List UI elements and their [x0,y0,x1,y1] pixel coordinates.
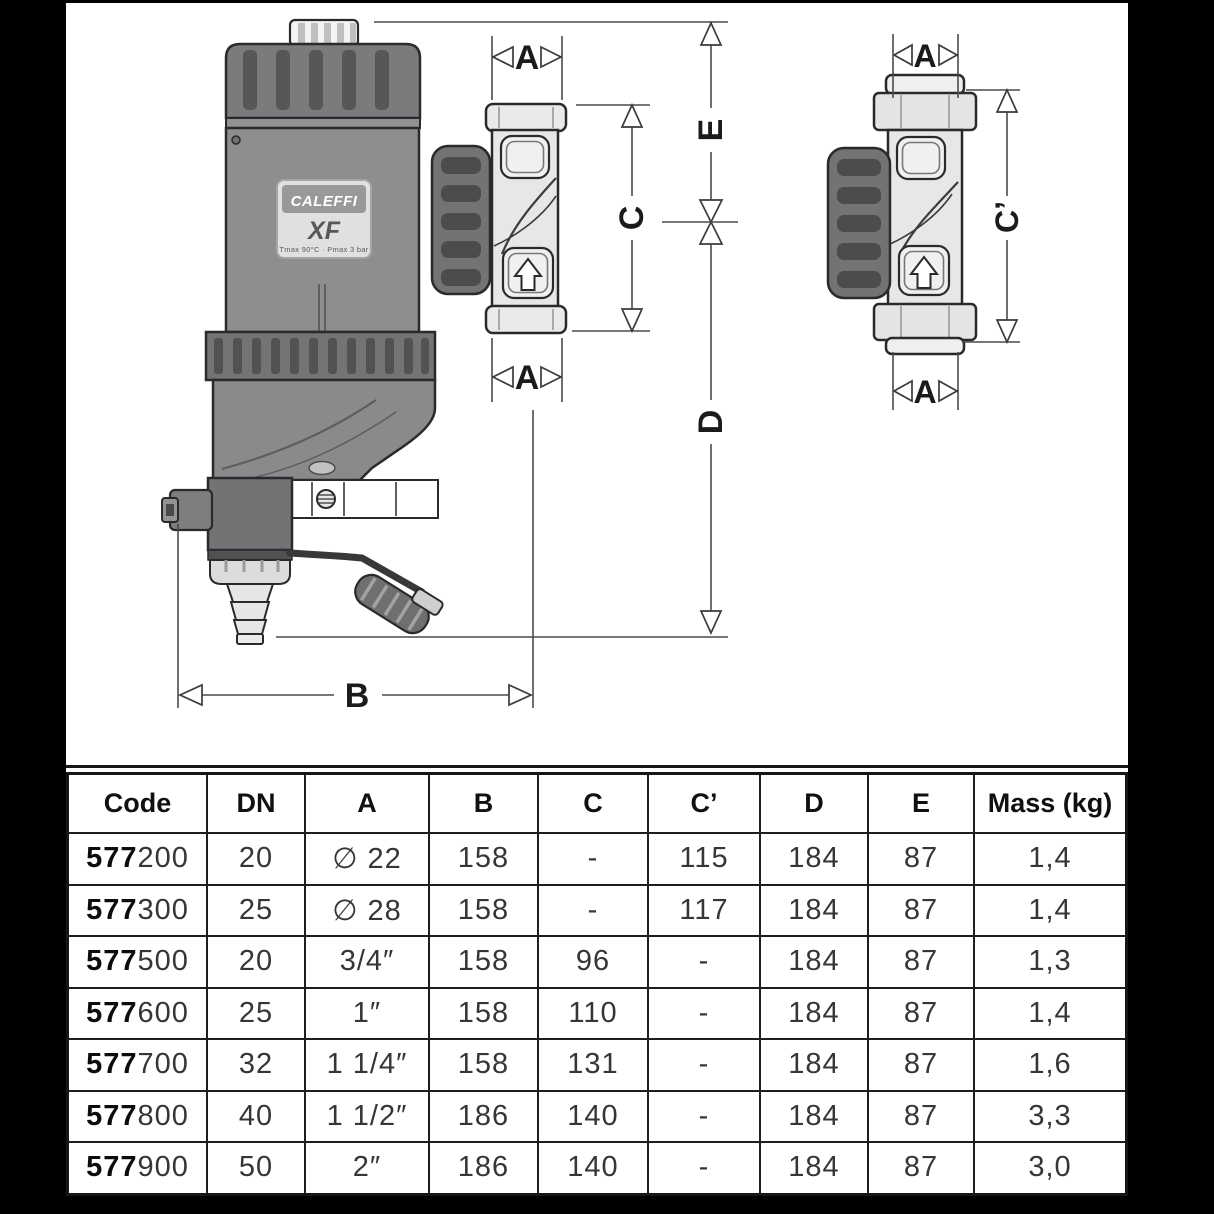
dim-label-a-bottom: A [514,359,540,397]
table-cell: 87 [869,937,975,989]
table-cell: 87 [869,1143,975,1193]
arrow-right-icon [939,45,957,65]
table-cell: 115 [649,834,761,886]
table-cell-code [69,834,208,886]
table-cell: 158 [430,834,539,886]
code-suffix: 200 [137,842,189,875]
table-cell: 184 [761,834,869,886]
table-cell: 3/4″ [306,937,430,989]
table-cell: 25 [208,886,306,938]
arrow-left-icon [894,45,912,65]
arrow-up-icon [701,23,721,45]
table-cell: - [649,1143,761,1193]
dim-a-top [492,36,562,100]
compression-fitting-drawing [828,75,976,354]
union-nut [432,146,490,294]
specification-table [66,772,1128,1196]
dim-label-a-bottom-right: A [913,374,937,410]
code-prefix: 577 [86,996,138,1029]
code-prefix: 577 [86,1048,138,1081]
table-cell: 1 1/4″ [306,1040,430,1092]
table-cell-code [69,886,208,938]
table-cell: 2″ [306,1143,430,1193]
table-cell: 184 [761,989,869,1041]
table-cell: ∅ 22 [306,834,430,886]
arrow-down-icon [622,309,642,331]
table-cell: - [649,1040,761,1092]
table-cell: 1,3 [975,937,1125,989]
table-cell: 140 [539,1143,649,1193]
table-cell: 3,3 [975,1092,1125,1144]
column-header-dn: DN [208,775,306,834]
arrow-up-icon [997,90,1017,112]
lower-body [213,380,435,480]
arrow-left-icon [493,47,513,67]
table-cell-code [69,1143,208,1193]
arrow-right-icon [541,367,561,387]
arrow-left-icon [894,381,912,401]
dim-c [572,105,651,331]
centerline-bowtie-icon [700,200,722,222]
table-cell: - [649,1092,761,1144]
panel-divider [66,765,1128,768]
code-prefix: 577 [86,1099,138,1132]
column-header-e: E [869,775,975,834]
arrow-right-icon [541,47,561,67]
column-header-c-prime: C’ [649,775,761,834]
code-suffix: 600 [137,996,189,1029]
dim-label-b: B [344,677,370,715]
table-cell: - [649,989,761,1041]
table-cell-code [69,989,208,1041]
table-cell: 87 [869,1040,975,1092]
dim-label-a-top-right: A [913,38,937,74]
table-cell: 1″ [306,989,430,1041]
table-cell: 1,4 [975,989,1125,1041]
arrow-right-icon [509,685,531,705]
tee-fitting-drawing [486,104,566,333]
table-cell: 184 [761,1143,869,1193]
table-cell: 110 [539,989,649,1041]
code-suffix: 800 [137,1099,189,1132]
table-cell: 87 [869,1092,975,1144]
table-cell: 25 [208,989,306,1041]
table-cell: 184 [761,937,869,989]
code-prefix: 577 [86,842,138,875]
technical-drawing [66,3,1128,763]
arrow-right-icon [939,381,957,401]
table-cell: - [649,937,761,989]
dim-label-e: E [692,118,730,142]
dim-label-c-prime: C’ [989,201,1025,233]
column-header-b: B [430,775,539,834]
dim-label-c: C [613,205,651,231]
hose-connection [227,584,273,644]
table-cell: 1,4 [975,834,1125,886]
drain-valve [162,478,292,584]
column-header-c: C [539,775,649,834]
table-cell: 20 [208,937,306,989]
table-cell: 40 [208,1092,306,1144]
code-suffix: 700 [137,1048,189,1081]
dim-a-bottom [492,338,562,402]
table-cell: 87 [869,989,975,1041]
column-header-d: D [761,775,869,834]
filter-body [226,128,419,332]
table-cell: 87 [869,886,975,938]
table-cell: 184 [761,1040,869,1092]
table-cell: 158 [430,1040,539,1092]
table-cell: 32 [208,1040,306,1092]
arrow-down-icon [997,320,1017,342]
model-name: XF [308,217,340,245]
table-cell: 186 [430,1092,539,1144]
table-cell: 1,4 [975,886,1125,938]
code-prefix: 577 [86,893,138,926]
product-label [277,180,371,258]
table-cell: 1 1/2″ [306,1092,430,1144]
label-conditions: Tmax 90°C · Pmax 3 bar [279,245,369,254]
column-header-mass: Mass (kg) [975,775,1125,834]
table-cell: 131 [539,1040,649,1092]
table-cell: - [539,886,649,938]
table-cell: 184 [761,886,869,938]
table-cell: 158 [430,886,539,938]
arrow-down-icon [701,611,721,633]
top-vent-knob [290,20,358,46]
table-cell: 87 [869,834,975,886]
drain-lever [290,553,444,641]
table-cell: 3,0 [975,1143,1125,1193]
table-cell-code [69,937,208,989]
table-cell: 158 [430,937,539,989]
dim-a-bottom-right [893,352,958,410]
code-prefix: 577 [86,1151,138,1184]
arrow-left-icon [493,367,513,387]
column-header-code: Code [69,775,208,834]
table-cell: 184 [761,1092,869,1144]
centerline-bowtie-icon [700,222,722,244]
bottom-bracket [290,480,438,518]
code-suffix: 500 [137,945,189,978]
main-unit-drawing [162,20,490,644]
table-cell: 50 [208,1143,306,1193]
screw-icon [232,136,240,144]
code-suffix: 900 [137,1151,189,1184]
arrow-left-icon [180,685,202,705]
code-suffix: 300 [137,893,189,926]
dim-label-d: D [692,409,730,435]
table-cell: 158 [430,989,539,1041]
table-cell: 117 [649,886,761,938]
table-cell: 20 [208,834,306,886]
dim-label-a-top: A [514,39,540,77]
top-cap [226,44,420,128]
ribbed-ring [206,332,435,380]
table-cell: 186 [430,1143,539,1193]
column-header-a: A [306,775,430,834]
code-prefix: 577 [86,945,138,978]
content-panel [66,3,1128,1183]
table-cell: - [539,834,649,886]
table-cell: 1,6 [975,1040,1125,1092]
arrow-up-icon [622,105,642,127]
table-cell: 96 [539,937,649,989]
table-cell-code [69,1092,208,1144]
table-cell-code [69,1040,208,1092]
brand-name: CALEFFI [290,193,358,210]
table-cell: 140 [539,1092,649,1144]
table-cell: ∅ 28 [306,886,430,938]
